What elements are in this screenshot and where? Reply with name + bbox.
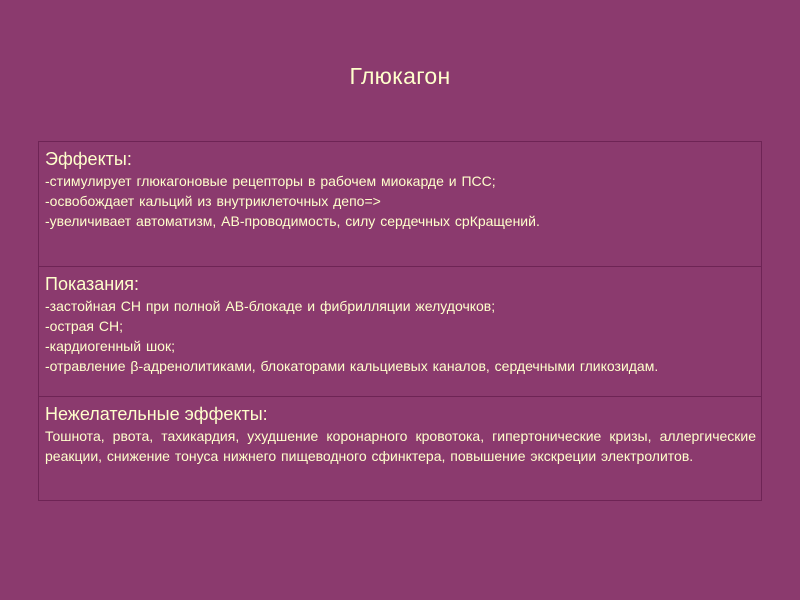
table-row-indications bbox=[39, 267, 762, 397]
adverse-effects-text: Тошнота, рвота, тахикардия, ухудшение коронарного кровотока, гипертонические кризы, аллергические реакции, снижение тонуса нижнего пищеводного сфинктера, повышение экскреции электролитов. bbox=[45, 428, 756, 464]
indications-heading: Показания: bbox=[45, 274, 140, 294]
indications-item: -отравление β-адренолитиками, блокаторами кальциевых каналов, сердечными гликозидам. bbox=[45, 358, 659, 374]
table-row-effects bbox=[39, 142, 762, 267]
indications-item: -кардиогенный шок; bbox=[45, 338, 175, 354]
effects-item: -увеличивает автоматизм, АВ-проводимость, силу сердечных срКращений. bbox=[45, 213, 540, 229]
indications-item: -застойная СН при полной АВ-блокаде и фибрилляции желудочков; bbox=[45, 298, 496, 314]
effects-cell bbox=[39, 142, 762, 267]
content-table bbox=[38, 141, 762, 501]
adverse-effects-cell bbox=[39, 397, 762, 501]
effects-item: -освобождает кальций из внутриклеточных депо=> bbox=[45, 193, 381, 209]
effects-item: -стимулирует глюкагоновые рецепторы в рабочем миокарде и ПСС; bbox=[45, 173, 496, 189]
effects-heading: Эффекты: bbox=[45, 149, 132, 169]
adverse-effects-heading: Нежелательные эффекты: bbox=[45, 404, 268, 424]
slide-title: Глюкагон bbox=[349, 63, 451, 89]
indications-cell bbox=[39, 267, 762, 397]
table-row-adverse-effects bbox=[39, 397, 762, 501]
indications-item: -острая СН; bbox=[45, 318, 124, 334]
